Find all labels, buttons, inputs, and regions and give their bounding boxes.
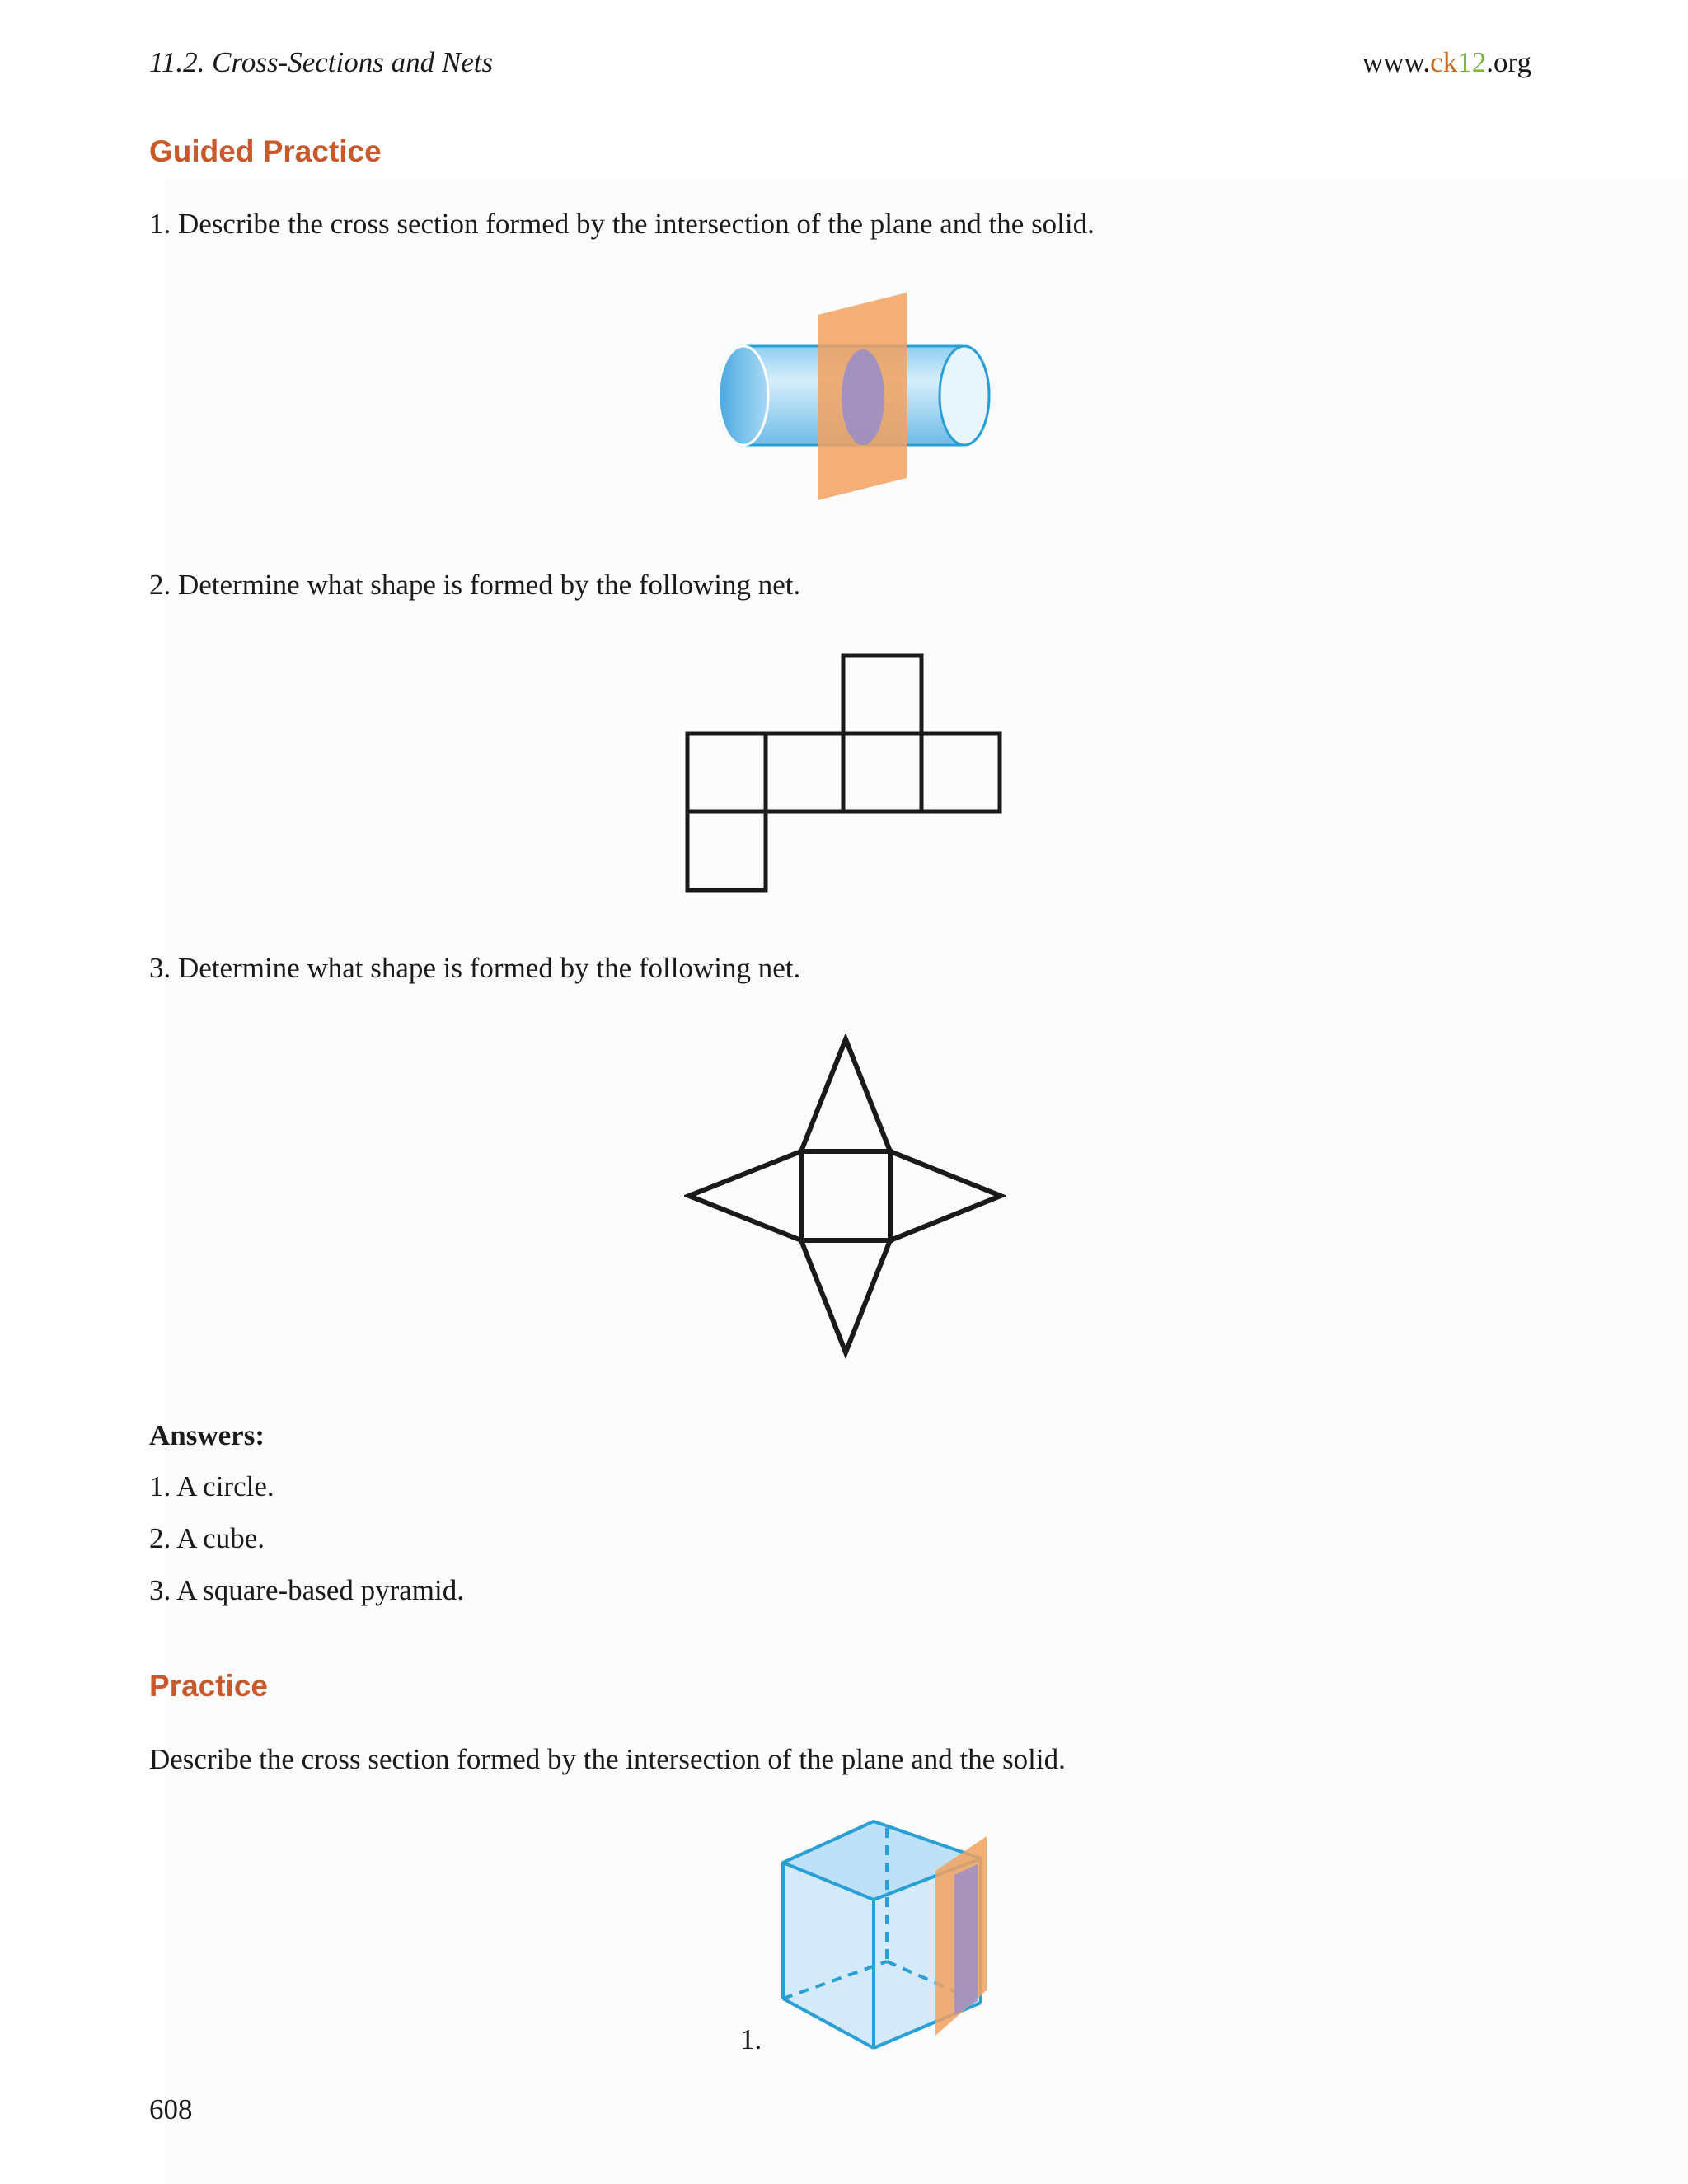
answer-3: 3. A square-based pyramid. [149, 1574, 464, 1606]
running-head: 11.2. Cross-Sections and Nets [149, 46, 494, 78]
practice-item-1-label: 1. [740, 2023, 762, 2055]
cylinder-plane-figure [692, 284, 997, 515]
pyramid-face [689, 1151, 801, 1240]
cross-section-circle [842, 349, 884, 445]
answers-label: Answers: [149, 1419, 265, 1451]
answer-1: 1. A circle. [149, 1470, 274, 1502]
pyramid-face [801, 1240, 890, 1352]
question-1: 1. Describe the cross section formed by the intersection of the plane and the solid. [149, 208, 1095, 240]
cross-section-rectangle [954, 1864, 978, 2015]
net-face [843, 655, 921, 733]
guided-practice-heading: Guided Practice [149, 134, 382, 168]
site-url[interactable] [1362, 46, 1531, 79]
practice-heading: Practice [149, 1669, 268, 1703]
url-prefix: www. [1362, 46, 1431, 78]
net-face [843, 733, 921, 812]
page-number: 608 [149, 2093, 193, 2125]
pyramid-face [890, 1151, 1001, 1240]
question-3: 3. Determine what shape is formed by the following net. [149, 952, 801, 984]
net-face [921, 733, 1000, 812]
net-face [766, 733, 843, 812]
pyramid-net-figure [684, 1034, 1006, 1360]
url-ck: ck [1430, 46, 1458, 78]
cube-plane-figure [767, 1813, 997, 2060]
pyramid-face [801, 1039, 890, 1151]
net-face [687, 733, 766, 812]
pyramid-base [801, 1151, 890, 1240]
net-face [687, 812, 766, 890]
practice-instruction: Describe the cross section formed by the intersection of the plane and the solid. [149, 1743, 1066, 1775]
cube-net-figure [684, 651, 1006, 898]
url-suffix: .org [1486, 46, 1531, 78]
question-2: 2. Determine what shape is formed by the following net. [149, 569, 801, 601]
answer-2: 2. A cube. [149, 1522, 265, 1554]
url-12: 12 [1457, 46, 1487, 78]
